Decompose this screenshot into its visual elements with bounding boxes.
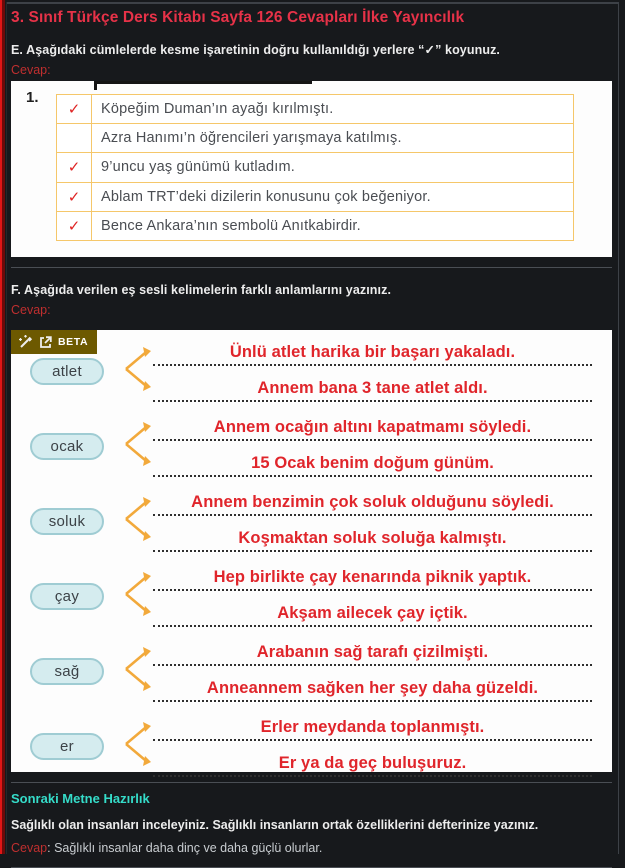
answer-line-2 (153, 376, 592, 402)
next-answer-text: : Sağlıklı insanlar daha dinç ve daha güçlü olurlar. (47, 841, 323, 855)
answer-line-2 (153, 751, 592, 777)
answer-line-2 (153, 451, 592, 477)
answer-text-2: Er ya da geç buluşuruz. (278, 754, 467, 772)
page-title: 3. Sınıf Türkçe Ders Kitabı Sayfa 126 Cevapları İlke Yayıncılık (11, 9, 465, 26)
sentence-cell: Bence Ankara’nın sembolü Anıtkabirdir. (92, 211, 574, 240)
answer-text-2: 15 Ocak benim doğum günüm. (251, 454, 494, 472)
checkmark-cell: ✓ (57, 211, 92, 240)
checkmark-cell (57, 124, 92, 153)
section-e-heading: E. Aşağıdaki cümlelerde kesme işaretinin doğru kullanıldığı yerlere “✓” koyunuz. (11, 43, 500, 57)
answer-line-1 (153, 340, 592, 366)
homonym-pairs (11, 340, 592, 790)
next-text-prep-heading: Sonraki Metne Hazırlık (11, 791, 150, 806)
fork-arrows-icon (123, 718, 153, 775)
answer-line-1 (153, 715, 592, 741)
word-pill: sağ (30, 658, 104, 685)
sentence-cell: Köpeğim Duman’ın ayağı kırılmıştı. (92, 95, 574, 124)
sentence-cell: Azra Hanımı’n öğrencileri yarışmaya katılmış. (92, 124, 574, 153)
section-f-answer-image (11, 330, 612, 772)
section-divider (11, 267, 612, 268)
answer-line-2 (153, 601, 592, 627)
answer-line-2 (153, 526, 592, 552)
sentence-cell: 9’uncu yaş günümü kutladım. (92, 153, 574, 182)
section-e-answer-image (11, 81, 612, 257)
fork-arrows-icon (123, 343, 153, 400)
container-right-border (618, 2, 619, 854)
word-pill: atlet (30, 358, 104, 385)
word-pill: ocak (30, 433, 104, 460)
table-row (57, 153, 574, 182)
next-text-prep-instruction: Sağlıklı olan insanları inceleyiniz. Sağlıklı insanların ortak özelliklerini defterinize yazınız. (11, 818, 539, 832)
answer-line-1 (153, 490, 592, 516)
homonym-row (11, 340, 592, 402)
answer-text-2: Annem bana 3 tane atlet aldı. (257, 379, 488, 397)
word-pill: soluk (30, 508, 104, 535)
fork-arrows-icon (123, 643, 153, 700)
scan-crop-artifact-line (94, 81, 312, 84)
answer-text-2: Anneannem sağken her şey daha güzeldi. (206, 679, 539, 697)
answer-line-2 (153, 676, 592, 702)
sentence-cell: Ablam TRT’deki dizilerin konusunu çok beğeniyor. (92, 182, 574, 211)
page-left-red-stripe (0, 0, 5, 854)
fork-arrows-icon (123, 418, 153, 475)
checkmark-cell: ✓ (57, 182, 92, 211)
apostrophe-check-table (56, 94, 574, 241)
word-pill: er (30, 733, 104, 760)
table-row (57, 182, 574, 211)
answer-text-1: Annem benzimin çok soluk olduğunu söyledi. (191, 493, 554, 511)
container-left-border (6, 2, 7, 854)
table-row (57, 95, 574, 124)
table-row (57, 124, 574, 153)
scan-crop-artifact-tick (94, 81, 97, 90)
homonym-row (11, 565, 592, 627)
checkmark-cell: ✓ (57, 95, 92, 124)
fork-arrows-icon (123, 493, 153, 550)
section-f-answer-label: Cevap: (11, 303, 51, 317)
beta-badge-label: BETA (58, 336, 89, 348)
answer-text-1: Arabanın sağ tarafı çizilmişti. (256, 643, 489, 661)
homonym-row (11, 415, 592, 477)
homonym-row (11, 715, 592, 777)
answer-line-1 (153, 415, 592, 441)
answer-line-1 (153, 565, 592, 591)
next-answer-label: Cevap (11, 841, 48, 855)
word-pill: çay (30, 583, 104, 610)
section-e-answer-label: Cevap: (11, 63, 51, 77)
answer-text-1: Ünlü atlet harika bir başarı yakaladı. (229, 343, 516, 361)
answer-line-1 (153, 640, 592, 666)
answer-text-2: Akşam ailecek çay içtik. (277, 604, 468, 622)
answer-text-1: Erler meydanda toplanmıştı. (260, 718, 485, 736)
fork-arrows-icon (123, 568, 153, 625)
section-f-heading: F. Aşağıda verilen eş sesli kelimelerin farklı anlamlarını yazınız. (11, 283, 392, 297)
article-content (11, 4, 612, 868)
answer-text-1: Hep birlikte çay kenarında piknik yaptık. (213, 568, 532, 586)
homonym-row (11, 490, 592, 552)
answer-text-1: Annem ocağın altını kapatmamı söyledi. (213, 418, 532, 436)
homonym-row (11, 640, 592, 702)
next-text-prep-answer (11, 841, 612, 855)
table-row (57, 211, 574, 240)
answer-text-2: Koşmaktan soluk soluğa kalmıştı. (238, 529, 507, 547)
checkmark-cell: ✓ (57, 153, 92, 182)
exercise-item-number: 1. (26, 89, 39, 106)
